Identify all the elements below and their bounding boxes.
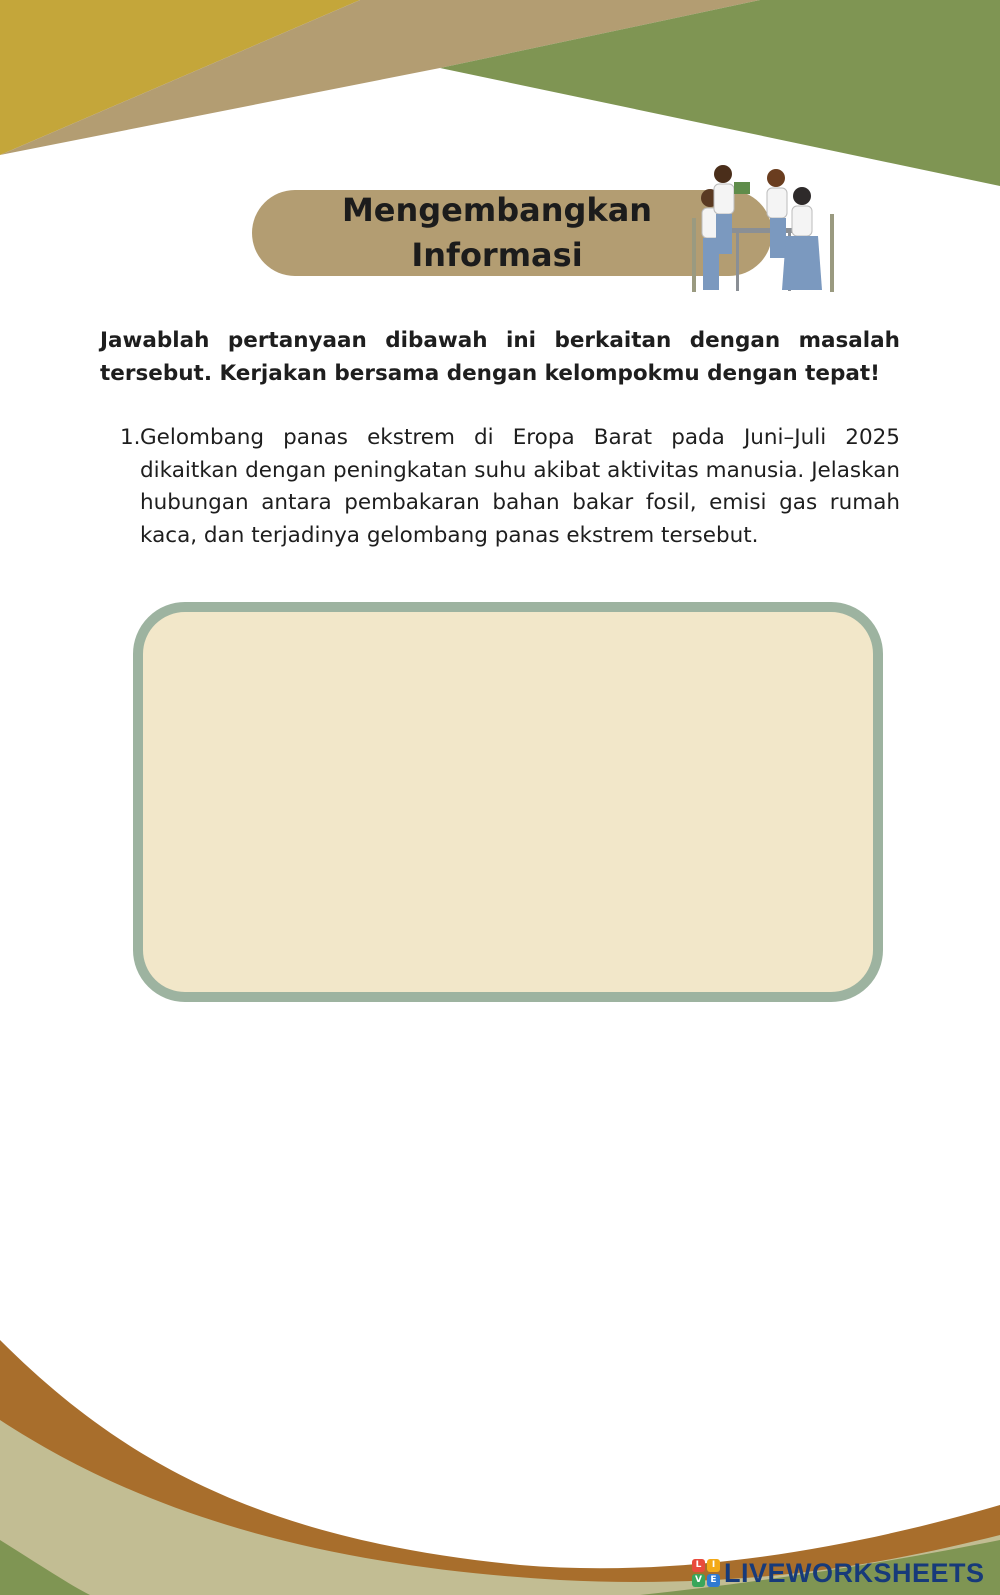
logo-letter: V	[692, 1574, 705, 1587]
students-illustration	[690, 162, 840, 298]
instructions-text: Jawablah pertanyaan dibawah ini berkaitan dengan masalah tersebut. Kerjakan bersama dengan kelompokmu dengan tepat!	[100, 328, 900, 386]
title-line-1: Mengembangkan	[341, 191, 653, 229]
page-title	[342, 188, 652, 278]
logo-letter: I	[707, 1559, 720, 1572]
question-item	[120, 422, 900, 552]
question-number: 1.	[120, 425, 141, 450]
answer-box[interactable]	[133, 602, 883, 1002]
logo-letter: E	[707, 1574, 720, 1587]
liveworksheets-logo	[692, 1556, 985, 1590]
liveworksheets-logo-icon	[692, 1559, 720, 1587]
title-line-2: Informasi	[411, 236, 583, 274]
question-text: Gelombang panas ekstrem di Eropa Barat pada Juni–Juli 2025 dikaitkan dengan peningkatan suhu akibat aktivitas manusia. Jelaskan hubungan antara pembakaran bahan bakar fosil, emisi gas rumah kaca, dan terjadinya gelombang panas ekstrem tersebut.	[140, 425, 900, 548]
logo-letter: L	[692, 1559, 705, 1572]
logo-text: LIVEWORKSHEETS	[724, 1557, 985, 1588]
